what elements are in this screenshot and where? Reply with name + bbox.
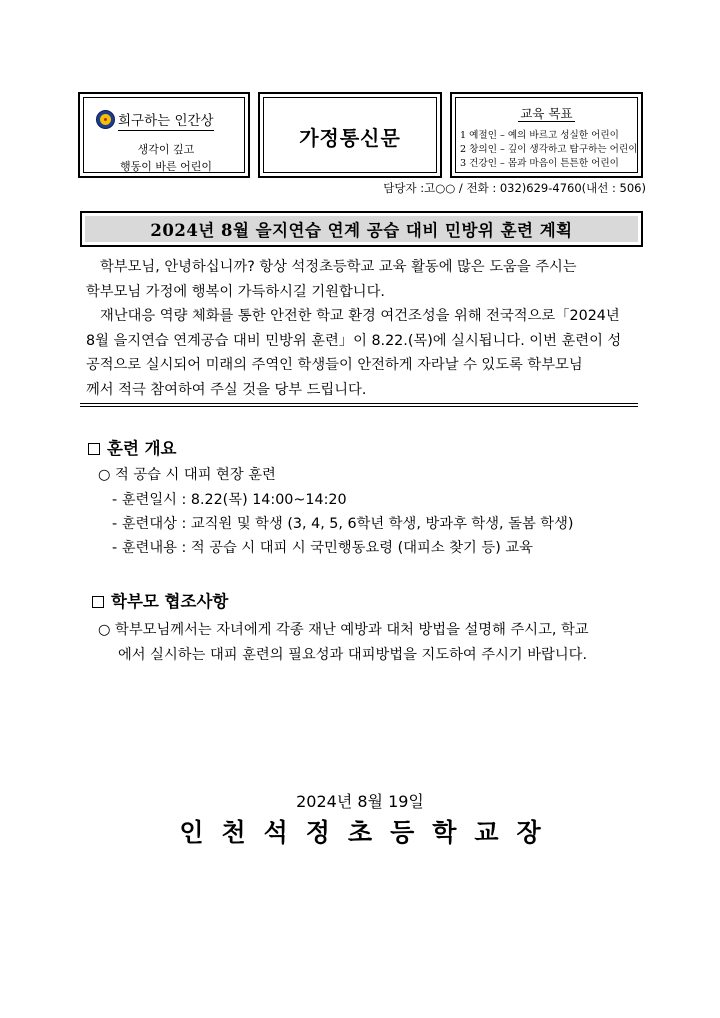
newsletter-title-box-inner [263,97,437,173]
overview-item-content: - 훈련내용 : 적 공습 시 대피 시 국민행동요령 (대피소 찾기 등) 교육 [112,540,533,556]
motto-title: 희구하는 인간상 [118,109,214,131]
issue-date: 2024년 8월 19일 [296,792,424,811]
checkbox-square-icon [88,443,100,455]
motto-box [78,92,250,178]
education-goals-box [450,92,643,178]
newsletter-title: 가정통신문 [299,126,401,150]
goal-item-1: 1 예절인 – 예의 바르고 성실한 어린이 [460,130,619,141]
motto-line-1: 생각이 깊고 [137,143,195,156]
intro-line: 학부모님 가정에 행복이 가득하시길 기원합니다. [86,283,385,300]
contact-info: 담당자 :고○○ / 전화 : 032)629-4760(내선 : 506) [383,181,646,195]
goal-item-2: 2 창의인 – 깊이 생각하고 탐구하는 어린이 [460,144,638,155]
overview-subheading: ○ 적 공습 시 대피 현장 훈련 [98,467,276,483]
intro-line: 재난대응 역량 체화를 통한 안전한 학교 환경 여건조성을 위해 전국적으로「2024년 [100,308,620,325]
document-title: 2024년 8월 을지연습 연계 공습 대비 민방위 훈련 계획 [150,221,573,240]
divider [80,403,638,407]
overview-item-datetime: - 훈련일시 : 8.22(목) 14:00~14:20 [112,492,347,508]
checkbox-square-icon [92,596,104,608]
education-goals-box-inner [455,97,638,173]
goal-item-3: 3 건강인 – 몸과 마음이 튼튼한 어린이 [460,158,619,169]
title-banner [80,211,643,247]
section-heading-overview: 훈련 개요 [88,435,177,459]
cooperation-line-2: 에서 실시하는 대피 훈련의 필요성과 대피방법을 지도하여 주시기 바랍니다. [118,647,588,663]
school-emblem-icon [96,110,115,129]
cooperation-line-1: ○ 학부모님께서는 자녀에게 각종 재난 예방과 대처 방법을 설명해 주시고, 학교 [98,622,589,638]
goals-title: 교육 목표 [520,106,573,121]
intro-paragraph [86,255,638,403]
intro-line: 8월 을지연습 연계공습 대비 민방위 훈련」이 8.22.(목)에 실시됩니다. 이번 훈련이 성 [86,332,622,349]
intro-line: 공적으로 실시되어 미래의 주역인 학생들이 안전하게 자라날 수 있도록 학부모님 [86,357,583,374]
school-principal-signature: 인천석정초등학교장 [179,818,559,847]
intro-line: 께서 적극 참여하여 주실 것을 당부 드립니다. [86,381,367,398]
newsletter-title-box [258,92,442,178]
overview-item-target: - 훈련대상 : 교직원 및 학생 (3, 4, 5, 6학년 학생, 방과후 학생, 돌봄 학생) [112,516,574,532]
intro-line: 학부모님, 안녕하십니까? 항상 석정초등학교 교육 활동에 많은 도움을 주시는 [100,259,577,275]
section-heading-cooperation: 학부모 협조사항 [92,588,228,612]
motto-box-inner [83,97,245,173]
motto-line-2: 행동이 바른 어린이 [119,160,212,173]
